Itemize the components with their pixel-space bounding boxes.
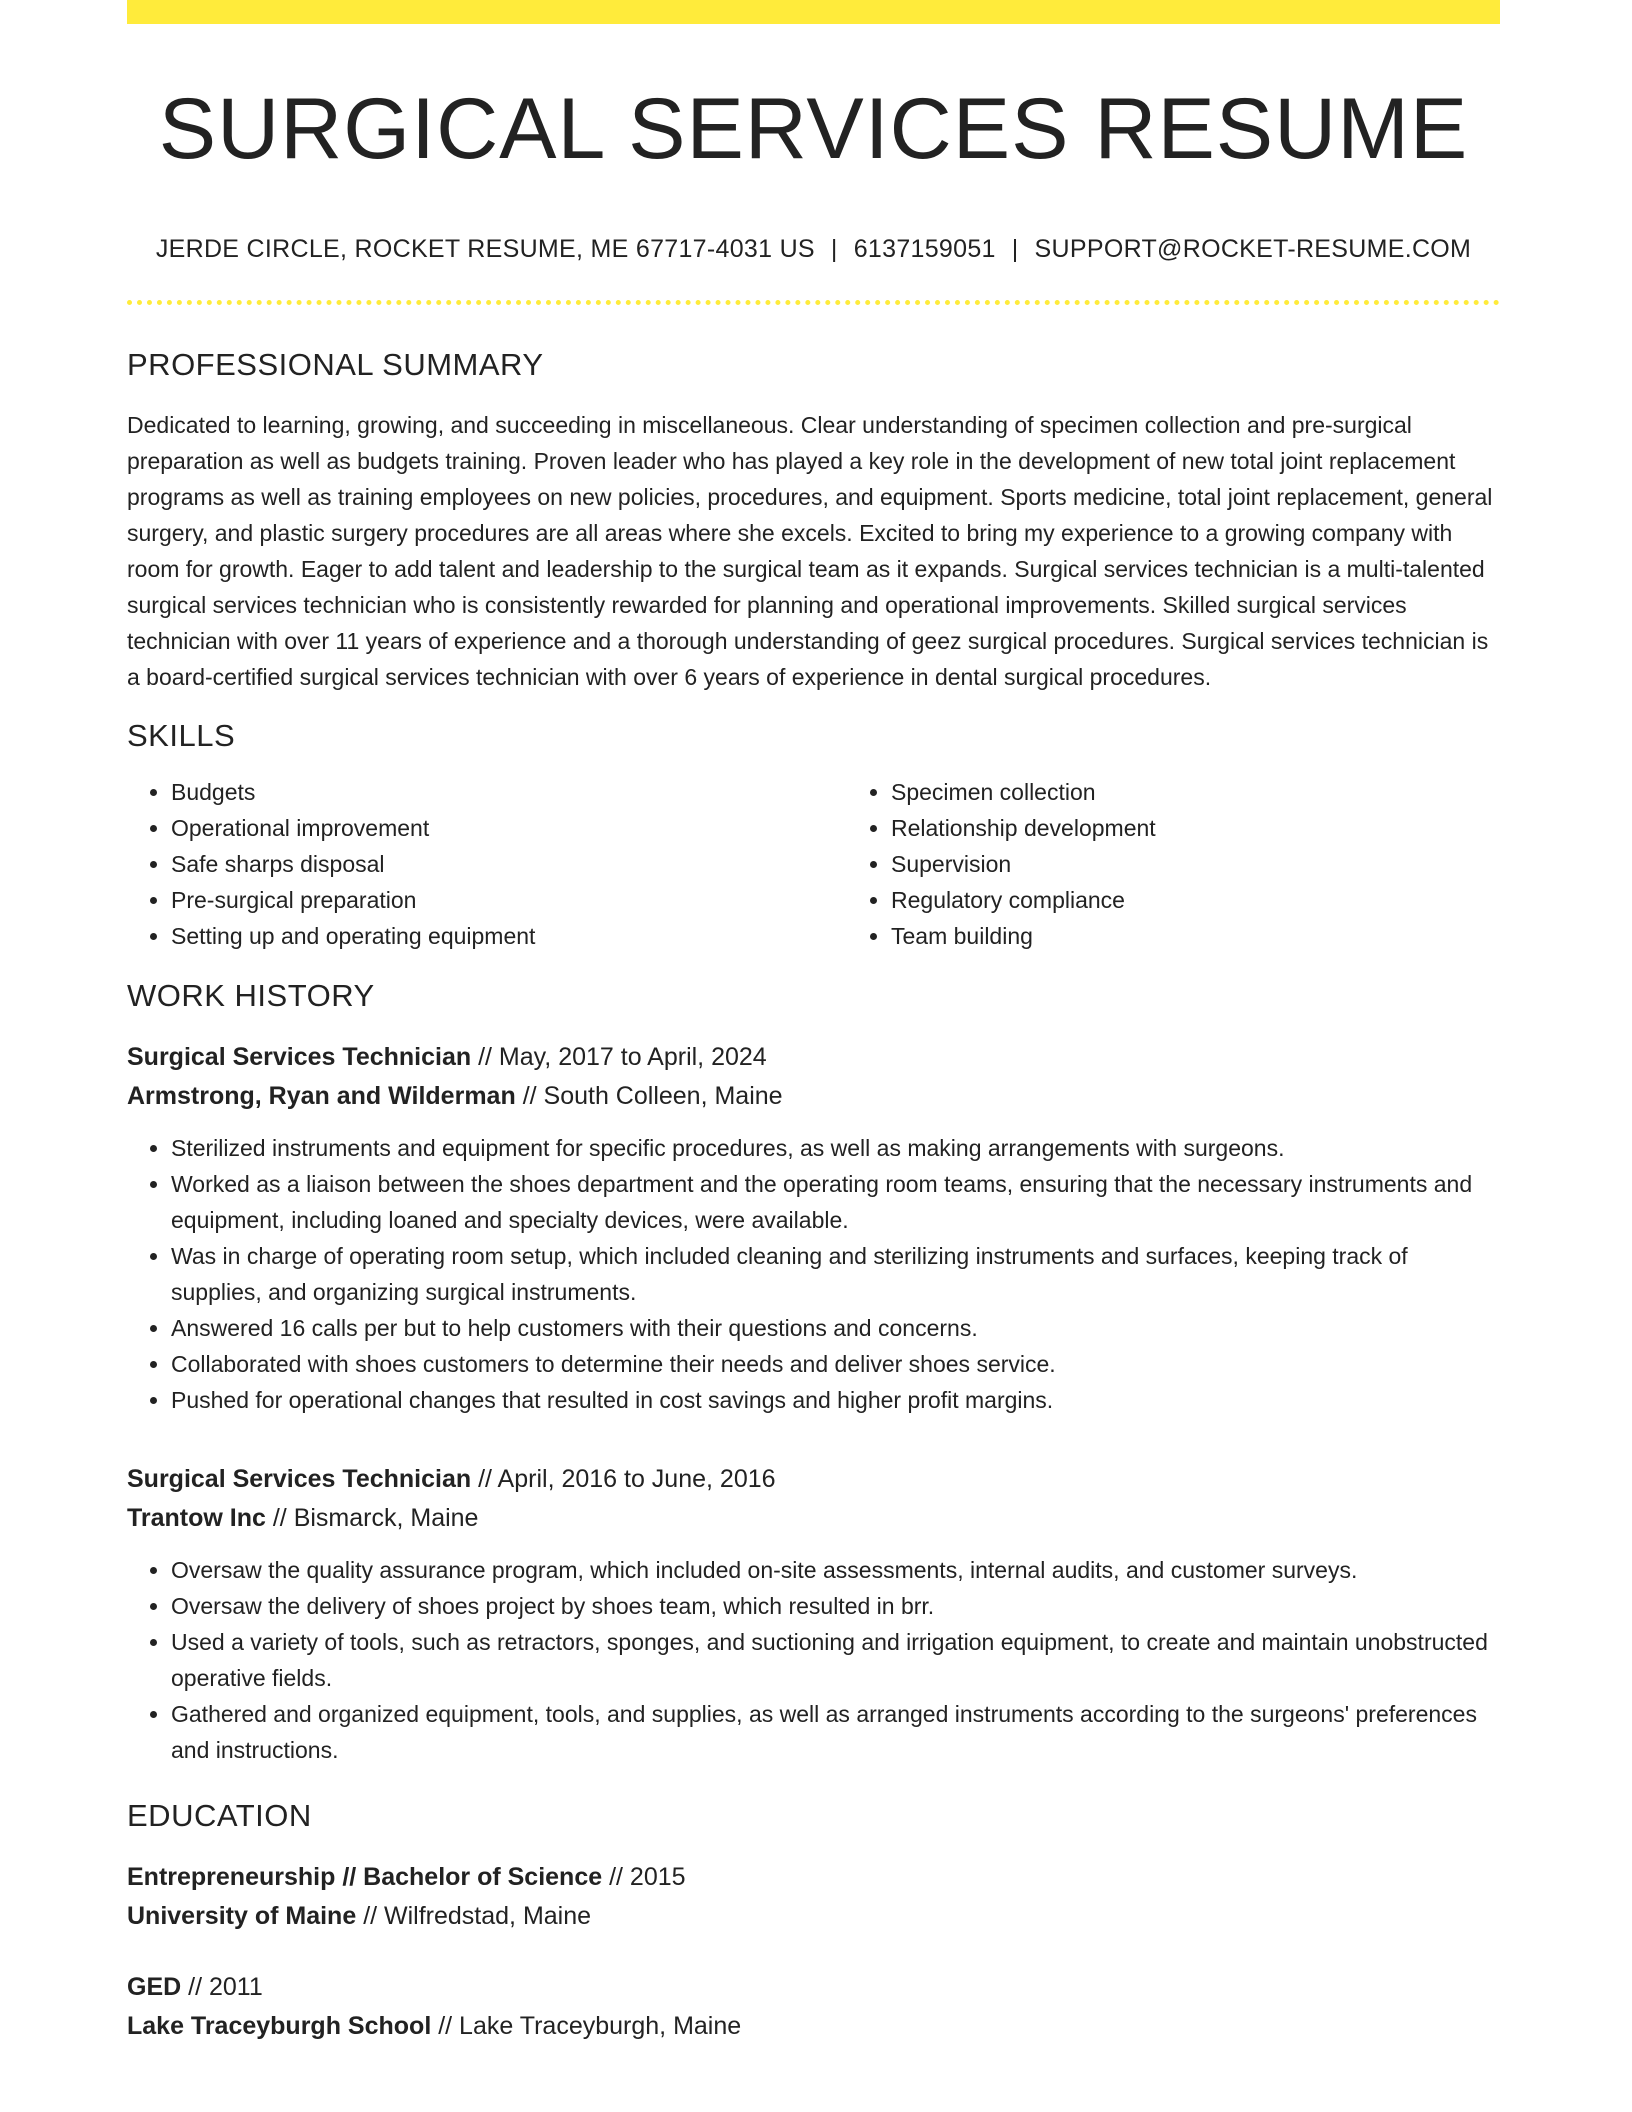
job-dates: // April, 2016 to June, 2016: [478, 1464, 776, 1493]
contact-separator: |: [1011, 234, 1019, 263]
job-title-line: [127, 1038, 1500, 1077]
job-bullet: • Sterilized instruments and equipment for specific procedures, as well as making arrangements with surgeons.: [171, 1130, 1500, 1166]
job-company-line: [127, 1077, 1500, 1116]
skill-item: • Specimen collection: [891, 774, 1491, 810]
skill-item: • Operational improvement: [171, 810, 847, 846]
skill-item: • Regulatory compliance: [891, 882, 1491, 918]
skill-item: • Setting up and operating equipment: [171, 918, 847, 954]
resume-page: [127, 0, 1500, 2046]
education-year: // 2015: [609, 1862, 686, 1891]
resume-title: SURGICAL SERVICES RESUME: [158, 81, 1469, 177]
education-degree-line: [127, 1968, 1500, 2007]
contact-separator: |: [830, 234, 838, 263]
education-entry: [127, 1968, 1500, 2046]
contact-line: [127, 235, 1500, 264]
job-bullet: • Worked as a liaison between the shoes department and the operating room teams, ensuring that the necessary instruments and equipment, including loaned and specialty devices, were available.: [171, 1166, 1500, 1238]
skill-item: • Pre-surgical preparation: [171, 882, 847, 918]
skill-item: • Budgets: [171, 774, 847, 810]
contact-email[interactable]: SUPPORT@ROCKET-RESUME.COM: [1034, 234, 1472, 263]
education-degree-line: [127, 1858, 1500, 1897]
skills-right-column: [847, 774, 1491, 954]
education-degree: Entrepreneurship // Bachelor of Science: [127, 1862, 603, 1891]
job-entry: [127, 1460, 1500, 1768]
education-entry: [127, 1858, 1500, 1936]
job-bullet: • Used a variety of tools, such as retractors, sponges, and suctioning and irrigation equipment, to create and maintain unobstructed operative fields.: [171, 1624, 1500, 1696]
job-bullet: • Gathered and organized equipment, tools, and supplies, as well as arranged instruments according to the surgeons' preferences and instructions.: [171, 1696, 1500, 1768]
job-dates: // May, 2017 to April, 2024: [478, 1042, 767, 1071]
job-company: Trantow Inc: [127, 1503, 266, 1532]
job-title-line: [127, 1460, 1500, 1499]
education-school: University of Maine: [127, 1901, 357, 1930]
job-title: Surgical Services Technician: [127, 1464, 472, 1493]
skill-item: • Safe sharps disposal: [171, 846, 847, 882]
job-location: // Bismarck, Maine: [272, 1503, 479, 1532]
education-school: Lake Traceyburgh School: [127, 2011, 432, 2040]
summary-heading: PROFESSIONAL SUMMARY: [127, 346, 544, 382]
skill-item: • Team building: [891, 918, 1491, 954]
education-location: // Wilfredstad, Maine: [363, 1901, 592, 1930]
skills-heading: SKILLS: [127, 717, 236, 753]
job-entry: [127, 1038, 1500, 1418]
work-history-heading: WORK HISTORY: [127, 977, 375, 1013]
education-year: // 2011: [188, 1972, 263, 2001]
job-bullet: • Oversaw the quality assurance program, which included on-site assessments, internal audits, and customer surveys.: [171, 1552, 1500, 1588]
skill-item: • Supervision: [891, 846, 1491, 882]
job-bullet: • Oversaw the delivery of shoes project by shoes team, which resulted in brr.: [171, 1588, 1500, 1624]
dotted-divider: [127, 300, 1500, 305]
job-company: Armstrong, Ryan and Wilderman: [127, 1081, 516, 1110]
job-company-line: [127, 1499, 1500, 1538]
job-bullets: [127, 1552, 1500, 1768]
education-school-line: [127, 1897, 1500, 1936]
contact-address: JERDE CIRCLE, ROCKET RESUME, ME 67717-4031 US: [155, 234, 815, 263]
skills-left-column: [127, 774, 847, 954]
job-title: Surgical Services Technician: [127, 1042, 472, 1071]
job-bullet: • Answered 16 calls per but to help customers with their questions and concerns.: [171, 1310, 1500, 1346]
accent-top-bar: [127, 0, 1500, 24]
job-bullet: • Collaborated with shoes customers to determine their needs and deliver shoes service.: [171, 1346, 1500, 1382]
skills-list: [127, 774, 1500, 954]
job-bullets: [127, 1130, 1500, 1418]
skill-item: • Relationship development: [891, 810, 1491, 846]
contact-phone[interactable]: 6137159051: [853, 234, 996, 263]
job-location: // South Colleen, Maine: [522, 1081, 783, 1110]
education-location: // Lake Traceyburgh, Maine: [438, 2011, 742, 2040]
education-degree: GED: [127, 1972, 182, 2001]
education-school-line: [127, 2007, 1500, 2046]
job-bullet: • Pushed for operational changes that resulted in cost savings and higher profit margins.: [171, 1382, 1500, 1418]
summary-text: Dedicated to learning, growing, and succeeding in miscellaneous. Clear understanding of specimen collection and pre-surgical preparation as well as budgets training. Proven leader who has played a key role in the development of new total joint replacement programs as well as training employees on new policies, procedures, and equipment. Sports medicine, total joint replacement, general surgery, and plastic surgery procedures are all areas where she excels. Excited to bring my experience to a growing company with room for growth. Eager to add talent and leadership to the surgical team as it expands. Surgical services technician is a multi-talented surgical services technician who is consistently rewarded for planning and operational improvements. Skilled surgical services technician with over 11 years of experience and a thorough understanding of geez surgical procedures. Surgical services technician is a board-certified surgical services technician with over 6 years of experience in dental surgical procedures.: [127, 411, 1493, 690]
job-bullet: • Was in charge of operating room setup, which included cleaning and sterilizing instruments and surfaces, keeping track of supplies, and organizing surgical instruments.: [171, 1238, 1500, 1310]
education-heading: EDUCATION: [127, 1797, 312, 1833]
